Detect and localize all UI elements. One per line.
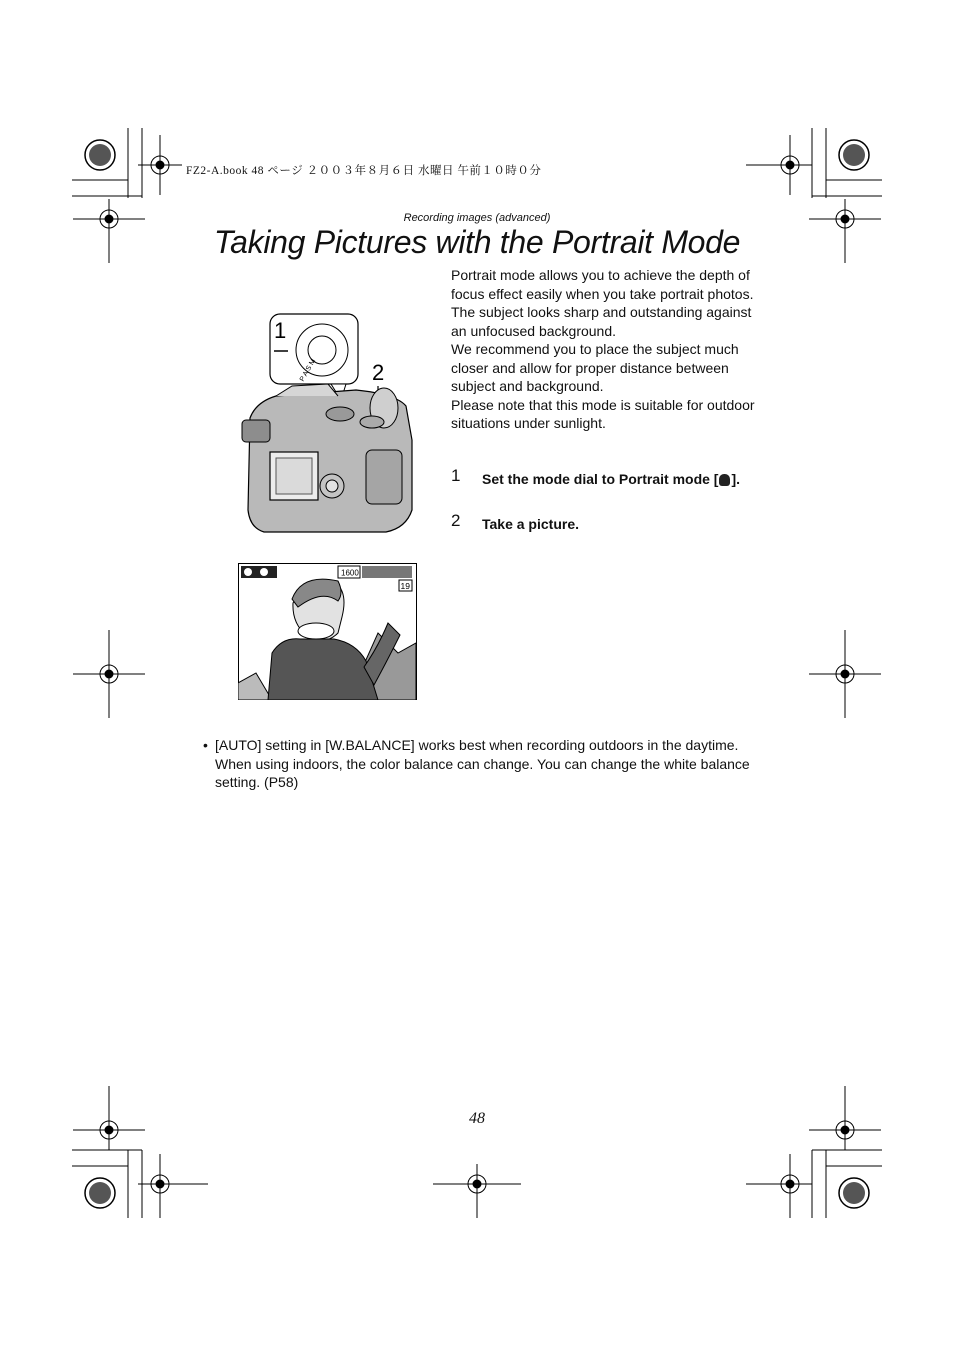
page-title: Taking Pictures with the Portrait Mode: [213, 224, 741, 260]
lcd-count: 19: [400, 581, 410, 591]
intro-paragraph: We recommend you to place the subject much closer and allow for proper distance between subject and background.: [451, 341, 739, 394]
section-label: Recording images (advanced): [403, 212, 551, 224]
step-text: Take a picture.: [482, 516, 580, 532]
bullet: •: [203, 737, 208, 753]
step-1: [451, 466, 751, 512]
intro-paragraph: Please note that this mode is suitable for outdoor situations under sunlight.: [451, 396, 755, 431]
portrait-mode-icon: [244, 568, 252, 576]
callout-1: 1: [274, 318, 287, 343]
file-header: FZ2-A.book 48 ページ ２００３年８月６日 水曜日 午前１０時０分: [186, 165, 542, 177]
dial-label: P A S M: [298, 357, 318, 383]
step-number: 1: [451, 466, 461, 485]
lcd-preview: [238, 563, 417, 700]
step-number: 2: [451, 511, 461, 530]
page-number: 48: [469, 1110, 485, 1127]
step-2: [451, 511, 751, 537]
lcd-iso: 1600: [341, 568, 359, 578]
intro-text: [451, 266, 761, 433]
portrait-mode-icon: [719, 474, 730, 486]
note-text: [AUTO] setting in [W.BALANCE] works best when recording outdoors in the daytime. When using indoors, the color balance can change. You can change the white balance setting. (P58): [215, 737, 750, 790]
battery-icon: [362, 566, 412, 578]
step-text: Set the mode dial to Portrait mode [ ].: [482, 471, 741, 487]
intro-paragraph: Portrait mode allows you to achieve the depth of focus effect easily when you take portrait photos. The subject looks sharp and outstanding against an unfocused background.: [451, 267, 754, 339]
callout-2: 2: [372, 360, 385, 385]
camera-illustration: [236, 310, 426, 540]
